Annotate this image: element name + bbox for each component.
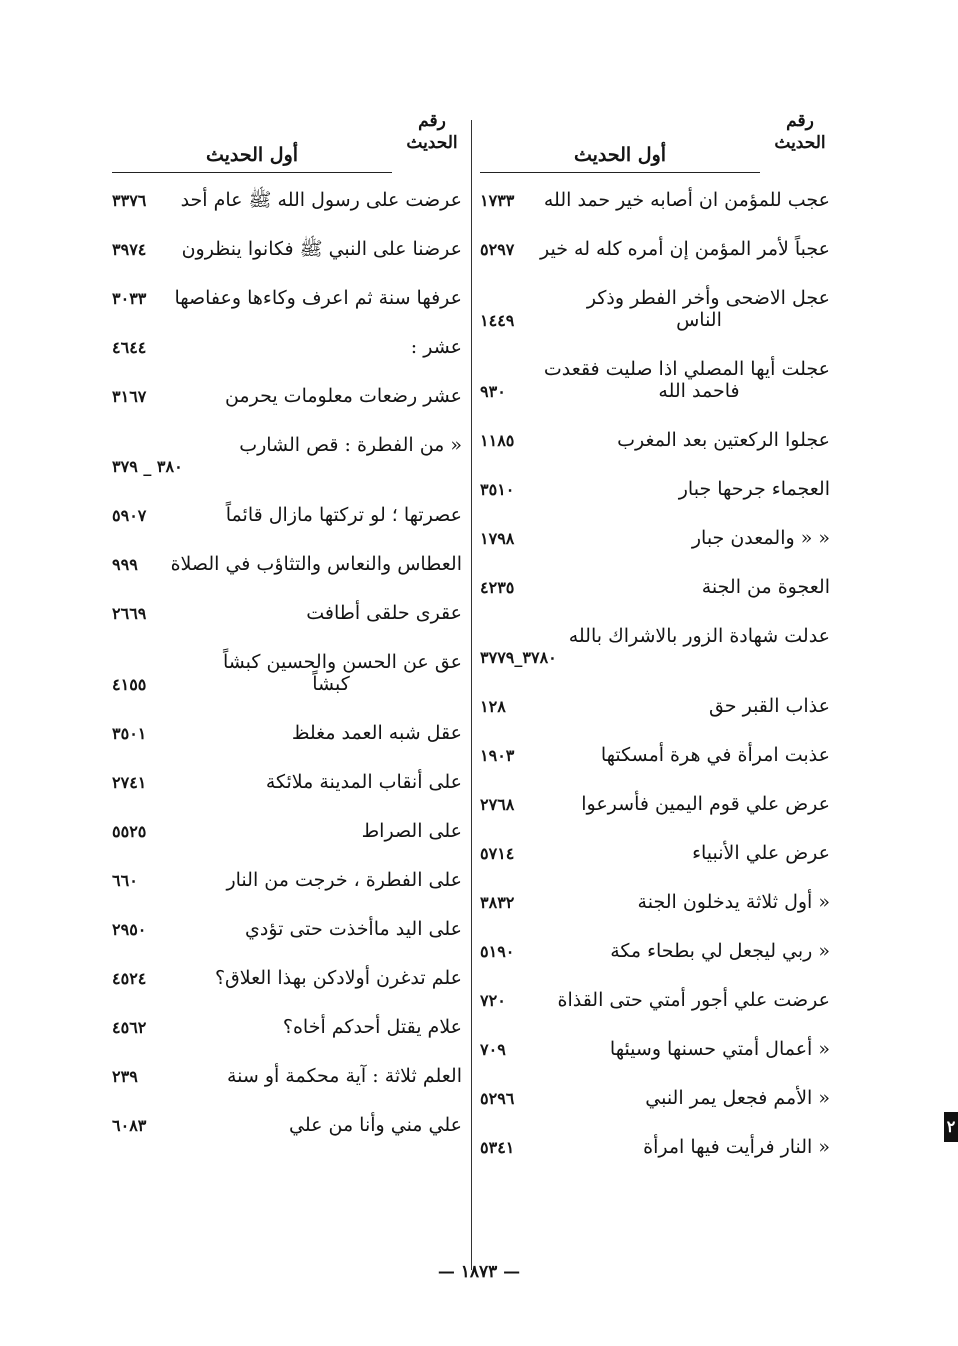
index-entry xyxy=(480,225,830,274)
index-entry xyxy=(480,345,830,416)
index-entry xyxy=(112,421,462,491)
hadith-number: ٥٧١٤ xyxy=(480,844,515,863)
hadith-continuation: الناس xyxy=(676,309,722,331)
hadith-number: ٢٩٥٠ xyxy=(112,920,147,939)
hadith-first-words: عصرتها ؛ لو تركتها مازال قائماً xyxy=(225,504,462,526)
index-entry xyxy=(112,807,462,856)
index-entry xyxy=(480,878,830,927)
hadith-first-words: عرفها سنة ثم اعرف وكاءها وعفاصها xyxy=(174,287,462,309)
hadith-number: ١٢٨ xyxy=(480,697,506,716)
hadith-first-words: العطاس والنعاس والتثاؤب في الصلاة xyxy=(170,553,462,575)
index-entry xyxy=(480,1123,830,1172)
hadith-number: ٣٣٧٦ xyxy=(112,191,147,210)
hadith-number: ٣٩٧٤ xyxy=(112,240,147,259)
index-entry xyxy=(480,465,830,514)
hadith-first-words: عرض علي قوم اليمين فأسرعوا xyxy=(581,793,830,815)
index-entry xyxy=(480,780,830,829)
header-rule xyxy=(480,172,760,173)
hadith-first-words: عجل الاضحى وأخر الفطر وذكر xyxy=(586,287,830,309)
index-entry xyxy=(112,758,462,807)
hadith-number: ١٧٩٨ xyxy=(480,529,515,548)
index-entry xyxy=(480,731,830,780)
index-entry xyxy=(112,905,462,954)
hadith-first-words: عجلت أيها المصلي اذا صليت فقعدت xyxy=(543,358,830,380)
hadith-first-words: « أعمال أمتي حسنها وسيئها xyxy=(609,1038,830,1060)
hadith-first-words: علام يقتل أحدكم أخاه؟ xyxy=(282,1016,462,1038)
hadith-first-words: عقرى حلقى أطافت xyxy=(306,602,462,624)
hadith-number: ٣٥١٠ xyxy=(480,480,515,499)
hadith-first-words: « من الفطرة : قص الشارب xyxy=(239,434,462,456)
index-entry xyxy=(112,1101,462,1150)
index-entry xyxy=(480,682,830,731)
hadith-first-words: عقل شبه العمد مغلظ xyxy=(291,722,462,744)
hadith-number: ٢٣٩ xyxy=(112,1067,138,1086)
hadith-number: ٣٨٣٢ xyxy=(480,893,515,912)
hadith-number: ٣٥٠١ xyxy=(112,724,147,743)
hadith-number: ٧٢٠ xyxy=(480,991,506,1010)
hadith-number: ١٤٤٩ xyxy=(480,311,515,330)
hadith-number: ٦٦٠ xyxy=(112,871,138,890)
hadith-number: ٣٧٨٠_٣٧٧٩ xyxy=(480,648,557,667)
hadith-number: ٥٩٠٧ xyxy=(112,506,147,525)
index-entry xyxy=(480,176,830,225)
hadith-number: ٣٠٣٣ xyxy=(112,289,147,308)
hadith-continuation: فاحمد الله xyxy=(658,380,740,402)
index-entry xyxy=(112,225,462,274)
left-column xyxy=(112,110,462,1150)
hadith-first-words: « أول ثلاثة يدخلون الجنة xyxy=(637,891,830,913)
hadith-first-words: على الفطرة ، خرجت من النار xyxy=(226,869,462,891)
index-entry xyxy=(112,1003,462,1052)
hadith-first-words: العجماء جرحها جبار xyxy=(678,478,830,500)
hadith-list xyxy=(112,176,462,1150)
hadith-first-words: العلم ثلاثة : آية محكمة أو سنة xyxy=(226,1065,462,1087)
index-entry xyxy=(112,856,462,905)
hadith-number: ٦٠٨٣ xyxy=(112,1116,147,1135)
hadith-first-words: علم تدغرن أولادكن بهذا العلاق؟ xyxy=(214,967,462,989)
hadith-number: ١١٨٥ xyxy=(480,431,515,450)
right-column xyxy=(480,110,830,1172)
header-rule xyxy=(112,172,392,173)
hadith-first-words: عجباً لأمر المؤمن إن أمره كله له خير xyxy=(540,238,830,260)
page-number: — ١٨٧٣ — xyxy=(437,1262,521,1282)
hadith-first-words: على الصراط xyxy=(361,820,462,842)
hadith-first-words: « ربي ليجعل لي بطحاء مكة xyxy=(610,940,830,962)
index-entry xyxy=(480,514,830,563)
index-entry xyxy=(480,1074,830,1123)
hadith-number: ٢٧٦٨ xyxy=(480,795,515,814)
hadith-number: ٤٢٣٥ xyxy=(480,578,515,597)
index-entry xyxy=(480,612,830,682)
hadith-first-words: عدلت شهادة الزور بالاشراك بالله xyxy=(568,625,830,647)
hadith-number: ٣١٦٧ xyxy=(112,387,147,406)
first-words-heading: أول الحديث xyxy=(573,144,667,166)
hadith-number: ٥٢٩٦ xyxy=(480,1089,515,1108)
index-entry xyxy=(480,274,830,345)
index-entry xyxy=(480,1025,830,1074)
hadith-number: ٤٥٦٢ xyxy=(112,1018,147,1037)
index-entry xyxy=(480,563,830,612)
first-words-heading: أول الحديث xyxy=(205,144,299,166)
index-entry xyxy=(112,954,462,1003)
index-entry xyxy=(112,491,462,540)
index-entry xyxy=(112,589,462,638)
hadith-first-words: علي مني وأنا من علي xyxy=(288,1114,462,1136)
hadith-number: ٢٧٤١ xyxy=(112,773,147,792)
hadith-first-words: « النار فرأيت فيها امرأة xyxy=(643,1136,830,1158)
hadith-first-words: عشر رضعات معلومات يحرمن xyxy=(224,385,462,407)
hadith-number: ٥٥٢٥ xyxy=(112,822,147,841)
hadith-number: ٢٦٦٩ xyxy=(112,604,147,623)
hadith-number: ٩٩٩ xyxy=(112,555,138,574)
index-entry xyxy=(112,323,462,372)
hadith-number: ٤٥٢٤ xyxy=(112,969,147,988)
index-entry xyxy=(112,638,462,709)
index-entry xyxy=(112,274,462,323)
hadith-number: ١٧٣٣ xyxy=(480,191,515,210)
hadith-number: ٥١٩٠ xyxy=(480,942,515,961)
hadith-number: ٥٢٩٧ xyxy=(480,240,515,259)
index-entry xyxy=(112,372,462,421)
hadith-first-words: على أنقاب المدينة ملائكة xyxy=(265,771,462,793)
column-header xyxy=(480,110,830,176)
hadith-list xyxy=(480,176,830,1172)
hadith-number: ٤٦٤٤ xyxy=(112,338,147,357)
hadith-number: ٥٣٤١ xyxy=(480,1138,515,1157)
index-entry xyxy=(480,829,830,878)
hadith-first-words: عرضنا على النبي ﷺ فكانوا ينظرون xyxy=(181,238,462,260)
hadith-continuation: كبشاً xyxy=(312,673,350,695)
index-entry xyxy=(480,976,830,1025)
hadith-number: ٤١٥٥ xyxy=(112,675,147,694)
section-tab-marker: ٢ xyxy=(944,1112,958,1142)
index-entry xyxy=(112,709,462,758)
hadith-number: ٣٨٠ _ ٣٧٩ xyxy=(112,457,183,476)
index-entry xyxy=(112,1052,462,1101)
hadith-first-words: عرضت علي أجور أمتي حتى القذاة xyxy=(557,989,830,1011)
hadith-first-words: العجوة من الجنة xyxy=(701,576,830,598)
hadith-first-words: عذاب القبر حق xyxy=(708,695,830,717)
hadith-first-words: عرضت على رسول الله ﷺ عام أحد xyxy=(180,189,462,211)
hadith-first-words: « « والمعدن جبار xyxy=(691,527,830,549)
number-column-heading: رقم الحديث xyxy=(774,111,826,153)
index-entry xyxy=(112,176,462,225)
hadith-first-words: عرض علي الأنبياء xyxy=(692,842,830,864)
hadith-first-words: عق عن الحسن والحسين كبشاً xyxy=(222,651,462,673)
column-divider xyxy=(471,120,472,1270)
hadith-number: ٩٣٠ xyxy=(480,382,506,401)
hadith-first-words: على اليد ماأخذت حتى تؤدي xyxy=(245,918,462,940)
hadith-first-words: « الأمم فجعل يمر النبي xyxy=(645,1087,830,1109)
hadith-first-words: عشر : xyxy=(410,336,462,358)
hadith-number: ٧٠٩ xyxy=(480,1040,506,1059)
number-column-heading: رقم الحديث xyxy=(406,111,458,153)
column-header xyxy=(112,110,462,176)
hadith-number: ١٩٠٣ xyxy=(480,746,515,765)
index-entry xyxy=(480,927,830,976)
index-entry xyxy=(112,540,462,589)
index-entry xyxy=(480,416,830,465)
hadith-first-words: عذبت امرأة في هرة أمسكتها xyxy=(600,744,830,766)
hadith-first-words: عجلوا الركعتين بعد المغرب xyxy=(617,429,830,451)
hadith-first-words: عجب للمؤمن ان أصابه خير حمد الله xyxy=(543,189,830,211)
